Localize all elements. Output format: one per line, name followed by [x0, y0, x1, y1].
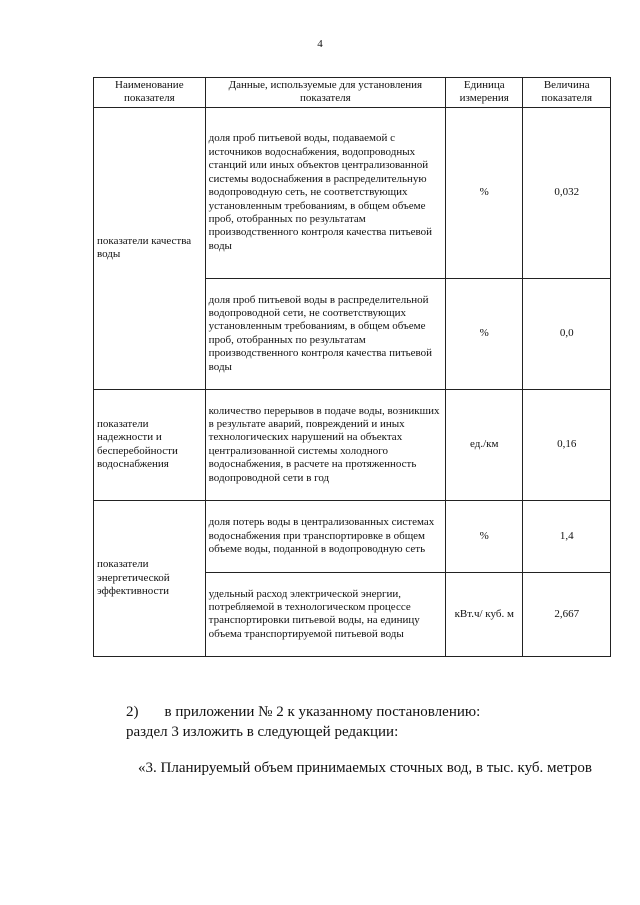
header-value: Величина показателя: [523, 78, 611, 108]
row-unit: %: [446, 107, 523, 278]
amendment-paragraph: [126, 703, 480, 721]
row-unit: %: [446, 278, 523, 389]
table-row: [94, 389, 611, 500]
row-value: 0,16: [523, 389, 611, 500]
header-unit: Единица измерения: [446, 78, 523, 108]
row-value: 0,0: [523, 278, 611, 389]
amendment-instruction: раздел 3 изложить в следующей редакции:: [126, 724, 399, 740]
indicators-table: [93, 77, 611, 657]
header-source-data: Данные, используемые для установления показателя: [205, 78, 445, 108]
header-indicator-name: Наименование показателя: [94, 78, 206, 108]
amendment-number: 2): [126, 704, 139, 720]
section-heading-quote: «3. Планируемый объем принимаемых сточных вод, в тыс. куб. метров: [138, 760, 592, 776]
row-unit: кВт.ч/ куб. м: [446, 572, 523, 656]
row-data-description: доля потерь воды в централизованных системах водоснабжения при транспортировке в общем объеме воды, поданной в водопроводную сеть: [205, 500, 445, 572]
group-name-reliability: показатели надежности и бесперебойности водоснабжения: [94, 389, 206, 500]
row-data-description: количество перерывов в подаче воды, возникших в результате аварий, повреждений и иных технологических нарушений на объектах централизованной системы холодного водоснабжения, в расчете на протяженность водопроводной сети в год: [205, 389, 445, 500]
table-row: [94, 500, 611, 572]
group-name-water-quality: показатели качества воды: [94, 107, 206, 389]
table-row: [94, 107, 611, 278]
group-name-energy-efficiency: показатели энергетической эффективности: [94, 500, 206, 656]
amendment-text: в приложении № 2 к указанному постановлению:: [164, 704, 481, 720]
page-number: 4: [317, 38, 323, 50]
row-data-description: доля проб питьевой воды, подаваемой с источников водоснабжения, водопроводных станций или иных объектов централизованной системы водоснабжения в распределительную водопроводную сеть, не соответствующих установленным требованиям, в общем объеме проб, отобранных по результатам производственного контроля качества питьевой воды: [205, 107, 445, 278]
row-unit: %: [446, 500, 523, 572]
row-data-description: доля проб питьевой воды в распределительной водопроводной сети, не соответствующих установленным требованиям, в общем объеме проб, отобранных по результатам производственного контроля качества питьевой воды: [205, 278, 445, 389]
table-header-row: [94, 78, 611, 108]
row-unit: ед./км: [446, 389, 523, 500]
row-value: 1,4: [523, 500, 611, 572]
row-value: 2,667: [523, 572, 611, 656]
row-data-description: удельный расход электрической энергии, потребляемой в технологическом процессе транспортировки питьевой воды, на единицу объема транспортируемой питьевой воды: [205, 572, 445, 656]
row-value: 0,032: [523, 107, 611, 278]
